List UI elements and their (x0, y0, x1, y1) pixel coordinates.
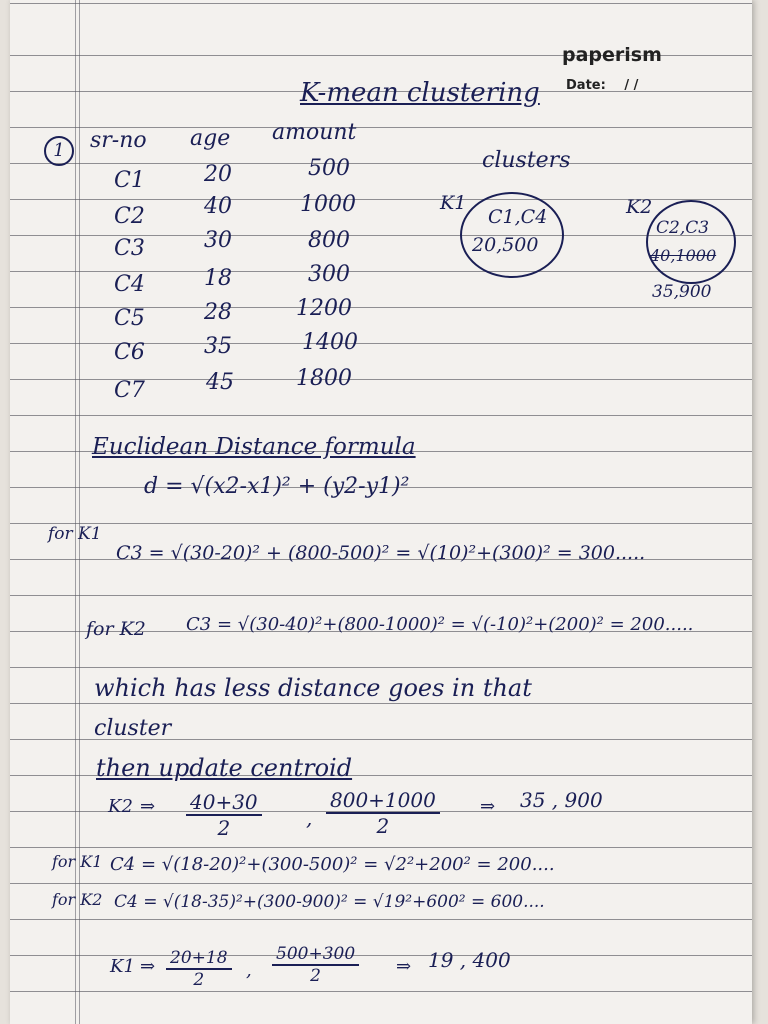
table-cell: C5 (114, 306, 145, 331)
arrow-icon: ⇒ (480, 796, 496, 817)
note-line-2: cluster (94, 716, 172, 741)
calc-k1-c4: C4 = √(18-20)²+(300-500)² = √2²+200² = 200.... (110, 854, 555, 875)
update-k2-label: K2 (108, 796, 133, 817)
calc-k1-c3: C3 = √(30-20)² + (800-500)² = √(10)²+(300)² = 300..... (116, 542, 646, 564)
brand-logo: paperism (562, 44, 662, 66)
table-cell: 45 (206, 370, 234, 395)
calc-k2-c4: C4 = √(18-35)²+(300-900)² = √19²+600² = 600.... (114, 892, 545, 912)
table-cell: 40 (204, 194, 232, 219)
arrow-icon: ⇒ (140, 796, 156, 817)
table-cell: C7 (114, 378, 145, 403)
table-cell: 1400 (302, 330, 358, 355)
cluster-k1-label: K1 (440, 192, 467, 214)
table-cell: C2 (114, 204, 145, 229)
final-fraction-x (166, 948, 232, 990)
table-cell: 30 (204, 228, 232, 253)
fraction-numerator: 500+300 (272, 944, 359, 966)
fraction-denominator: 2 (376, 814, 390, 838)
table-cell: 35 (204, 334, 232, 359)
formula-expression: d = √(x2-x1)² + (y2-y1)² (144, 474, 410, 499)
cluster-k2-label: K2 (626, 196, 653, 218)
final-fraction-y (272, 944, 359, 986)
table-cell: 800 (308, 228, 350, 253)
comma: , (246, 960, 252, 981)
note-line-1: which has less distance goes in that (94, 674, 532, 702)
cluster-k1-members: C1,C4 (488, 206, 548, 228)
update-k2-result: 35 , 900 (520, 788, 603, 812)
table-cell: 28 (204, 300, 232, 325)
table-cell: 18 (204, 266, 232, 291)
fraction-denominator: 2 (193, 970, 205, 990)
final-k1-label: K1 (110, 956, 135, 977)
date-value: / / (624, 78, 639, 93)
update-heading: then update centroid (96, 754, 353, 782)
table-cell: 1200 (296, 296, 352, 321)
comma: , (306, 806, 313, 830)
cluster-k2-centroid-old: 40,1000 (650, 246, 717, 265)
arrow-icon: ⇒ (140, 956, 156, 977)
page-title: K-mean clustering (300, 78, 540, 108)
table-cell: 300 (308, 262, 350, 287)
table-cell: 1800 (296, 366, 352, 391)
cluster-k2-circle (646, 200, 736, 284)
table-cell: C1 (114, 168, 145, 193)
fraction-denominator: 2 (217, 816, 231, 840)
cluster-k1-centroid: 20,500 (472, 234, 539, 256)
calc-k2-prefix: for K2 (86, 618, 146, 640)
table-cell: 1000 (300, 192, 356, 217)
table-cell: C4 (114, 272, 145, 297)
fraction-numerator: 40+30 (186, 790, 262, 816)
table-cell: C3 (114, 236, 145, 261)
fraction-denominator: 2 (310, 966, 321, 986)
clusters-heading: clusters (482, 148, 571, 173)
table-header-amount: amount (272, 120, 357, 145)
table-cell: 20 (204, 162, 232, 187)
formula-heading: Euclidean Distance formula (92, 434, 416, 460)
cluster-k2-centroid-new: 35,900 (652, 282, 712, 302)
date-label: Date: (566, 78, 606, 93)
table-header-age: age (190, 126, 231, 151)
arrow-icon: ⇒ (396, 956, 412, 977)
calc-k1-c4-prefix: for K1 (52, 852, 103, 871)
table-cell: 500 (308, 156, 350, 181)
cluster-k2-members: C2,C3 (656, 218, 710, 238)
final-result: 19 , 400 (428, 948, 511, 972)
table-header-srno: sr-no (90, 128, 147, 153)
calc-k2-c3: C3 = √(30-40)²+(800-1000)² = √(-10)²+(200)² = 200..... (186, 614, 694, 635)
calc-k1-prefix: for K1 (48, 524, 102, 544)
date-field (566, 78, 638, 93)
update-k2-fraction-x (186, 790, 262, 840)
calc-k2-c4-prefix: for K2 (52, 890, 103, 909)
question-number: 1 (44, 136, 74, 166)
table-cell: C6 (114, 340, 145, 365)
update-k2-fraction-y (326, 788, 440, 838)
notebook-page (10, 0, 752, 1024)
fraction-numerator: 20+18 (166, 948, 232, 970)
fraction-numerator: 800+1000 (326, 788, 440, 814)
